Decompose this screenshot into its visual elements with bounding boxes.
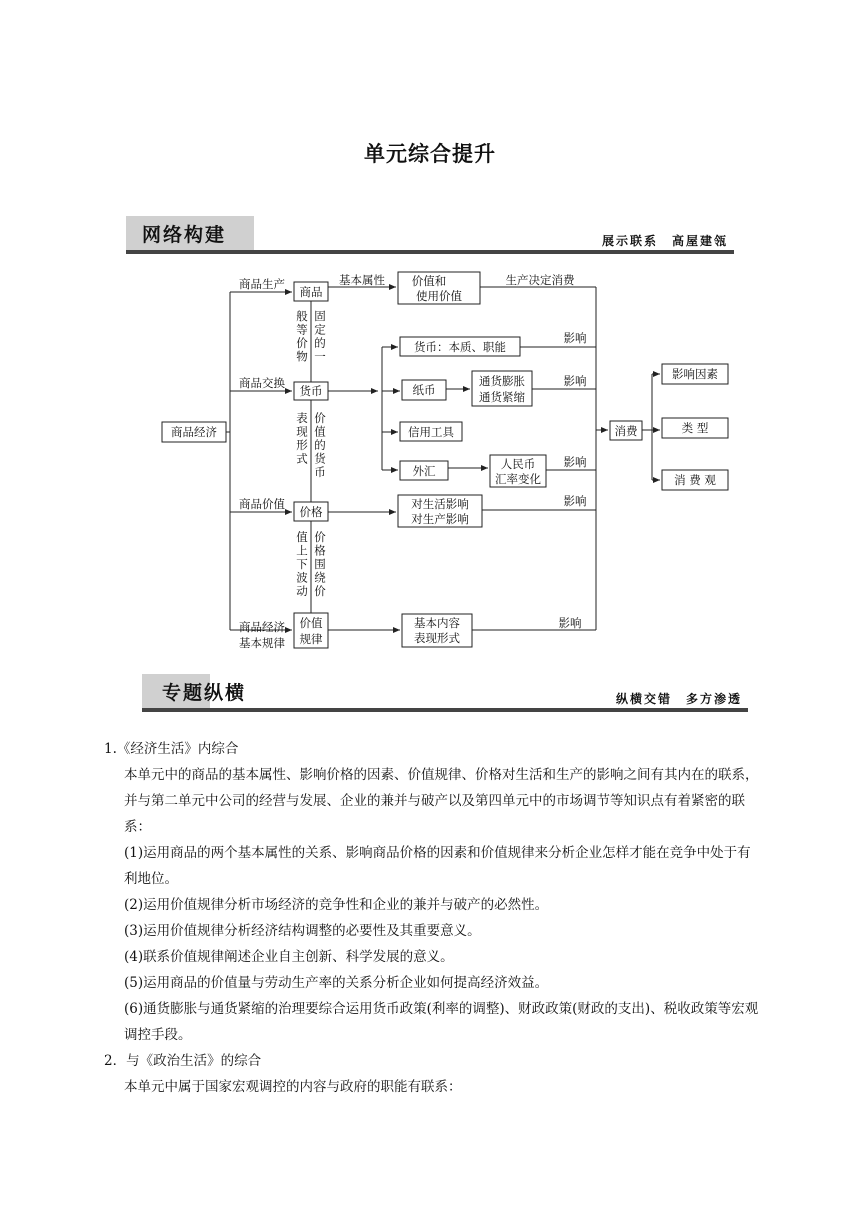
item-heading: 2．与《政治生活》的综合 (104, 1053, 262, 1069)
node-paper-money: 纸币 (412, 383, 436, 397)
node-impact-line1: 对生活影响 (411, 497, 469, 511)
edge-label-influence: 影响 (563, 374, 587, 388)
node-rmb-line1: 人民币 (500, 457, 536, 471)
node-attr-line1: 价值和 (411, 274, 447, 288)
branch-label-production: 商品生产 (239, 277, 285, 291)
node-price: 价格 (299, 505, 323, 519)
vertical-text-equiv-left: 般等价物 (296, 309, 308, 364)
vertical-text-fluct-left: 值上下波动 (296, 530, 308, 598)
point: (4)联系价值规律阐述企业自主创新、科学发展的意义。 (124, 949, 454, 965)
section-title: 网络构建 (142, 224, 227, 246)
edge-label-influence: 影响 (558, 616, 582, 630)
node-currency: 货币 (299, 384, 323, 398)
vertical-text-form-left: 表现形式 (296, 411, 308, 466)
node-view: 消 费 观 (674, 473, 716, 487)
node-factors: 影响因素 (672, 367, 718, 381)
node-inflation-line2: 通货紧缩 (479, 390, 525, 404)
point: (3)运用价值规律分析经济结构调整的必要性及其重要意义。 (124, 923, 481, 939)
section-title: 专题纵横 (162, 682, 247, 704)
node-goods: 商品 (299, 285, 323, 299)
node-forex: 外汇 (412, 464, 436, 478)
edge-label-influence: 影响 (563, 455, 587, 469)
edge-label-influence: 影响 (563, 494, 587, 508)
node-attr-line2: 使用价值 (416, 289, 462, 303)
node-law-line2: 规律 (299, 632, 323, 646)
paragraph: 本单元中的商品的基本属性、影响价格的因素、价值规律、价格对生活和生产的影响之间有其内在的联系，并与第二单元中公司的经营与发展、企业的兼并与破产以及第四单元中的市场调节等知识点有着紧密的联系： (124, 767, 759, 835)
section-rule (142, 708, 748, 712)
node-law-line1: 价值 (299, 616, 323, 630)
point: (6)通货膨胀与通货紧缩的治理要综合运用货币政策(利率的调整)、财政政策(财政的支出)、税收政策等宏观调控手段。 (124, 1001, 759, 1043)
node-currency-nature: 货币：本质、职能 (414, 340, 506, 354)
vertical-text-fluct-right: 价格围绕价 (314, 530, 326, 598)
point: (5)运用商品的价值量与劳动生产率的关系分析企业如何提高经济效益。 (124, 975, 549, 991)
edge-label-produce-decides: 生产决定消费 (505, 273, 575, 287)
node-inflation-line1: 通货膨胀 (479, 374, 525, 388)
branch-label-value: 商品价值 (239, 497, 285, 511)
edge-label-influence: 影响 (563, 331, 587, 345)
edge-label-basic-attr: 基本属性 (339, 273, 385, 287)
vertical-text-form-right: 价值的货币 (314, 411, 326, 479)
section-subtitle: 展示联系 高屋建瓴 (601, 234, 728, 248)
point: (1)运用商品的两个基本属性的关系、影响商品价格的因素和价值规律来分析企业怎样才能在竞争中处于有利地位。 (124, 845, 751, 887)
branch-label-exchange: 商品交换 (239, 376, 285, 390)
point: (2)运用价值规律分析市场经济的竞争性和企业的兼并与破产的必然性。 (124, 897, 549, 913)
branch-label-law-line2: 基本规律 (239, 636, 285, 650)
page-title: 单元综合提升 (364, 142, 496, 166)
section-header-topics (142, 674, 748, 712)
body-content (104, 736, 764, 1100)
node-consumption: 消费 (614, 424, 638, 438)
node-content-line2: 表现形式 (414, 631, 460, 645)
node-types: 类 型 (681, 421, 709, 435)
node-impact-line2: 对生产影响 (411, 512, 469, 526)
node-rmb-line2: 汇率变化 (495, 472, 541, 486)
section-subtitle: 纵横交错 多方渗透 (615, 692, 742, 706)
item-heading: 1.《经济生活》内综合 (104, 741, 239, 757)
paragraph: 本单元中属于国家宏观调控的内容与政府的职能有联系： (124, 1079, 462, 1095)
node-root: 商品经济 (171, 425, 217, 439)
vertical-text-equiv-right: 固定的一 (314, 309, 326, 364)
node-content-line1: 基本内容 (414, 616, 460, 630)
node-credit: 信用工具 (408, 425, 454, 439)
branch-label-law-line1: 商品经济 (239, 620, 285, 634)
